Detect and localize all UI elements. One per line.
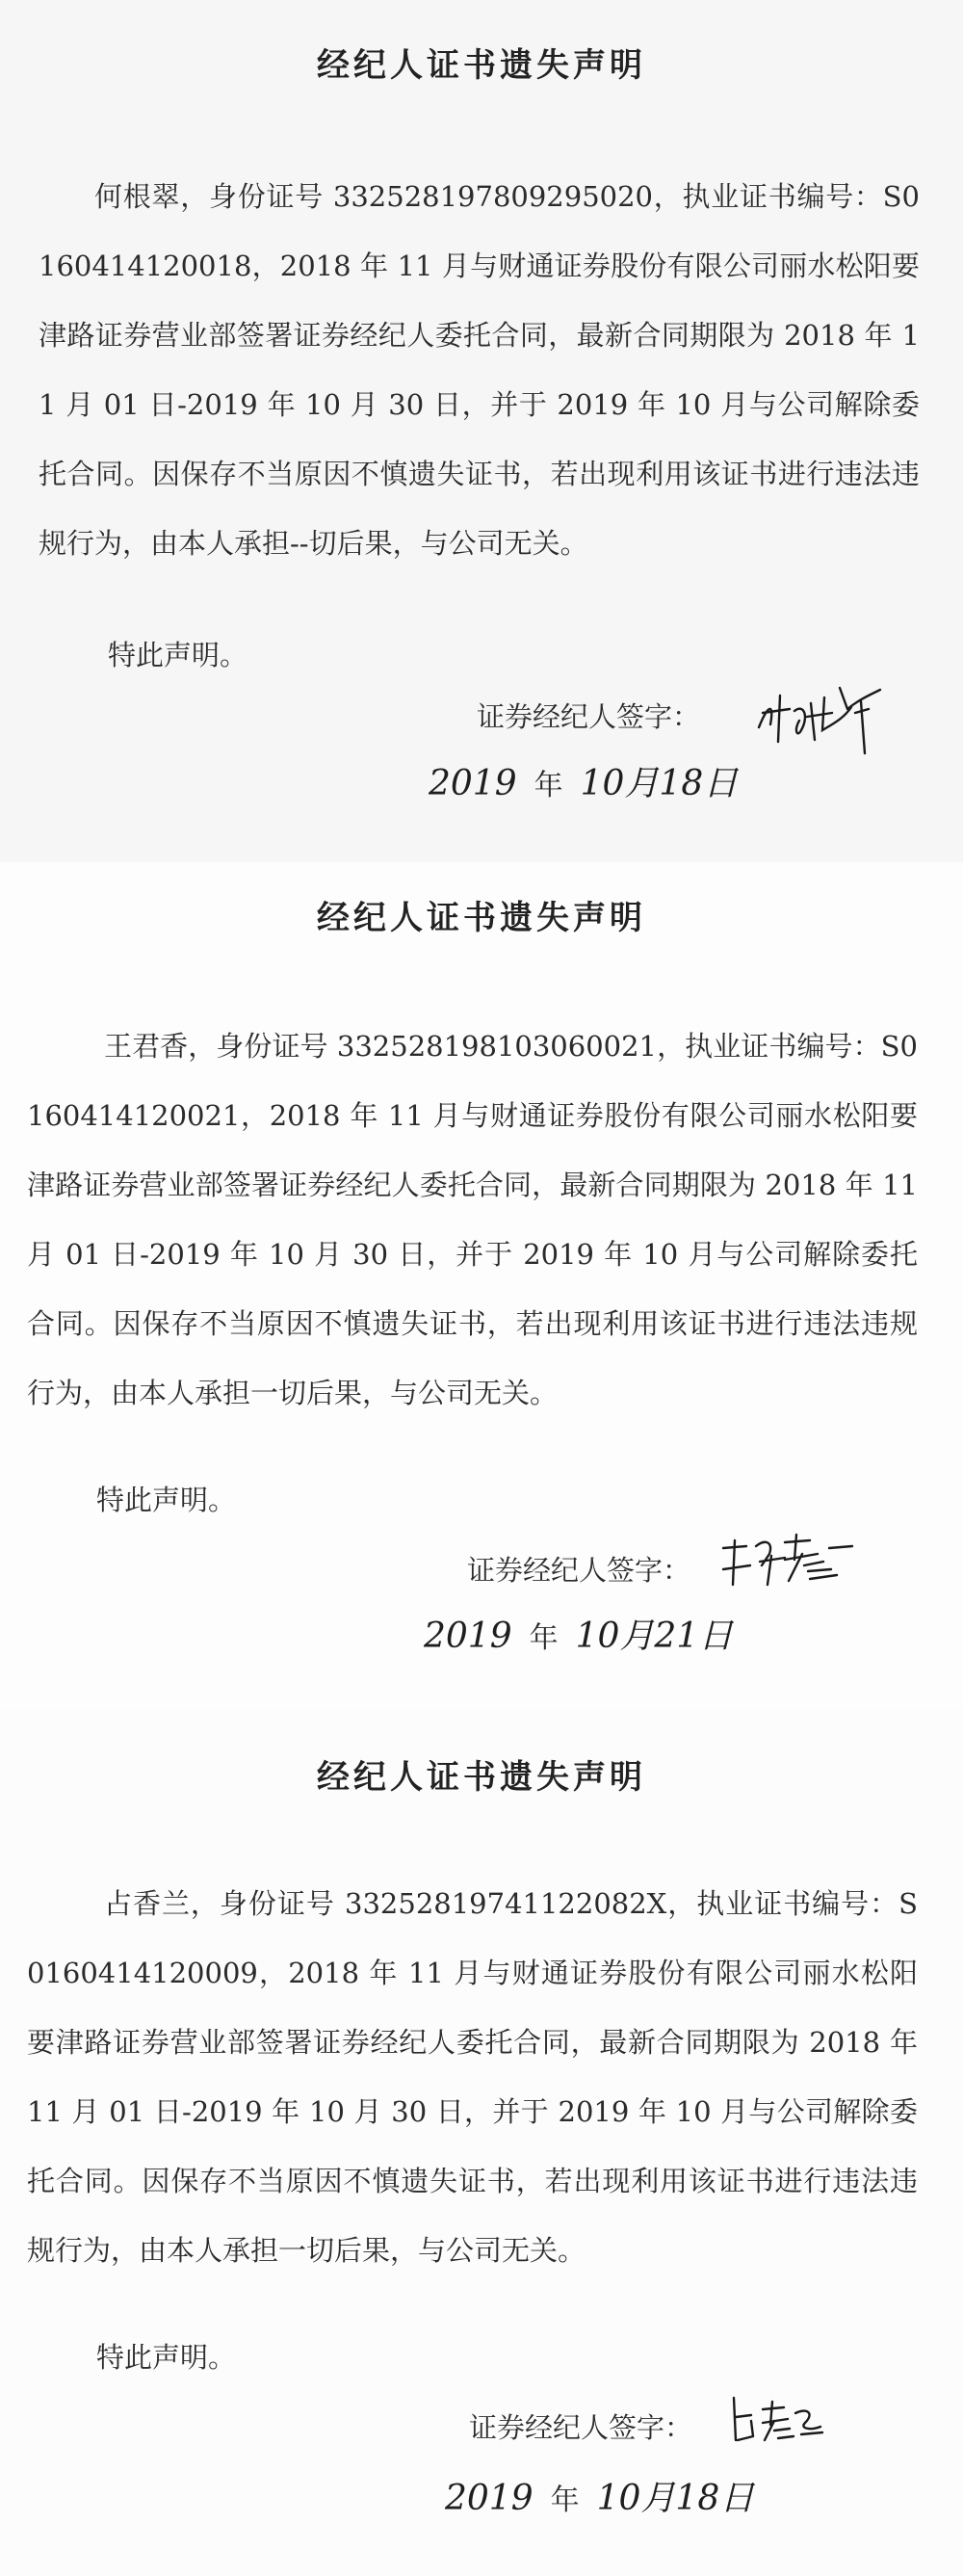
signature-label: 证券经纪人签字： — [477, 700, 701, 733]
loss-notice-2 — [0, 862, 963, 1710]
date-month-day: 10月18日 — [580, 764, 739, 803]
date-year-char: 年 — [534, 769, 563, 802]
loss-notice-1 — [0, 0, 963, 862]
signature-label: 证券经纪人签字： — [469, 2411, 693, 2444]
date-year: 2019 — [445, 2479, 534, 2518]
notice-title: 经纪人证书遗失声明 — [317, 899, 646, 937]
notice-title: 经纪人证书遗失声明 — [317, 1758, 646, 1797]
signing-date — [429, 756, 738, 805]
handwritten-signature — [724, 2392, 830, 2450]
closing-statement: 特此声明。 — [108, 639, 248, 671]
date-year-char: 年 — [529, 1621, 559, 1655]
handwritten-signature — [717, 1527, 862, 1594]
signing-date — [445, 2471, 754, 2520]
notice-body: 何根翠，身份证号 332528197809295020，执业证书编号：S0160414120018，2018 年 11 月与财通证券股份有限公司丽水松阳要津路证券营业部签署证券经纪人委托合同，最新合同期限为 2018 年 11 月 01 日-2019 年 10 月 30 日，并于 2019 年 10 月与公司解除委托合同。因保存不当原因不慎遗失证书，若出现利用该证书进行违法违规行为，由本人承担--切后果，与公司无关。 — [39, 180, 920, 560]
date-year-char: 年 — [550, 2484, 580, 2517]
closing-statement: 特此声明。 — [96, 2341, 237, 2374]
date-year: 2019 — [429, 764, 517, 803]
notice-body: 占香兰，身份证号 33252819741122082X，执业证书编号：S0160414120009，2018 年 11 月与财通证券股份有限公司丽水松阳要津路证券营业部签署证券经纪人委托合同，最新合同期限为 2018 年 11 月 01 日-2019 年 10 月 30 日，并于 2019 年 10 月与公司解除委托合同。因保存不当原因不慎遗失证书，若出现利用该证书进行违法违规行为，由本人承担一切后果，与公司无关。 — [27, 1887, 918, 2267]
handwritten-signature — [751, 674, 896, 756]
notice-body: 王君香，身份证号 332528198103060021，执业证书编号：S0160414120021，2018 年 11 月与财通证券股份有限公司丽水松阳要津路证券营业部签署证券经纪人委托合同，最新合同期限为 2018 年 11 月 01 日-2019 年 10 月 30 日，并于 2019 年 10 月与公司解除委托合同。因保存不当原因不慎遗失证书，若出现利用该证书进行违法违规行为，由本人承担一切后果，与公司无关。 — [27, 1030, 918, 1409]
signing-date — [424, 1609, 733, 1658]
date-year: 2019 — [424, 1617, 512, 1656]
closing-statement: 特此声明。 — [96, 1484, 237, 1516]
date-month-day: 10月18日 — [596, 2479, 755, 2518]
signature-label: 证券经纪人签字： — [467, 1554, 691, 1587]
date-month-day: 10月21日 — [575, 1617, 734, 1656]
loss-notice-3 — [0, 1710, 963, 2576]
notice-title: 经纪人证书遗失声明 — [317, 46, 646, 85]
